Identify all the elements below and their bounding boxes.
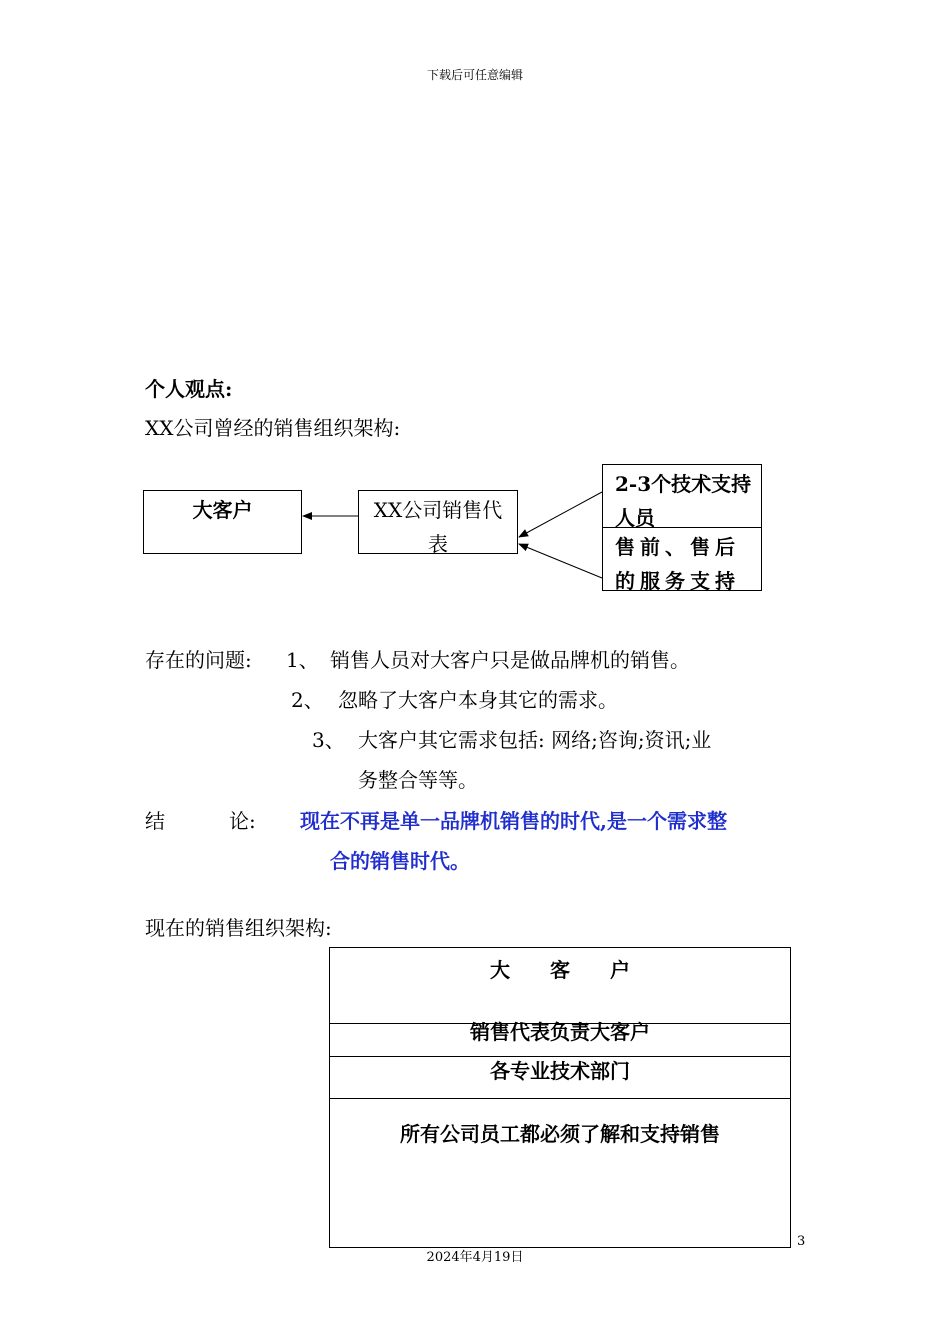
problem-3-number: 3、 bbox=[312, 728, 345, 752]
page-number: 3 bbox=[797, 1234, 806, 1249]
new-row-divider-3 bbox=[330, 1098, 790, 1099]
problem-3-text-line2: 务整合等等。 bbox=[358, 768, 478, 792]
old-client-box bbox=[143, 490, 302, 554]
new-row-sales-rep: 销售代表负责大客户 bbox=[470, 1020, 650, 1044]
new-structure-label: 现在的销售组织架构: bbox=[145, 916, 332, 940]
old-service-box bbox=[602, 527, 762, 591]
conclusion-label-b: 论: bbox=[229, 809, 256, 833]
new-row-all-staff: 所有公司员工都必须了解和支持销售 bbox=[400, 1122, 720, 1146]
old-client-label: 大客户 bbox=[192, 498, 253, 522]
new-row-tech-depts: 各专业技术部门 bbox=[490, 1059, 630, 1083]
old-rep-label: XX公司销售代表 bbox=[373, 498, 503, 554]
new-structure-table bbox=[329, 947, 791, 1248]
old-tech-box bbox=[602, 464, 762, 528]
problem-2-text: 忽略了大客户本身其它的需求。 bbox=[338, 688, 618, 712]
section-title: 个人观点: bbox=[145, 377, 233, 401]
problem-1-number: 1、 bbox=[286, 648, 319, 672]
problems-lead: 存在的问题: bbox=[145, 648, 252, 672]
arrow-service-to-rep bbox=[519, 544, 602, 578]
problem-1-text: 销售人员对大客户只是做品牌机的销售。 bbox=[330, 648, 690, 672]
conclusion-label-a: 结 bbox=[145, 809, 165, 833]
old-rep-box bbox=[358, 490, 518, 554]
old-tech-label: 2-3个技术支持人员 bbox=[615, 472, 752, 528]
problem-2-number: 2、 bbox=[291, 688, 324, 712]
footer-date: 2024年4月19日 bbox=[426, 1250, 524, 1265]
page-header: 下载后可任意编辑 bbox=[426, 68, 523, 82]
new-row-client: 大 客 户 bbox=[490, 958, 630, 982]
conclusion-line2: 合的销售时代。 bbox=[330, 849, 470, 873]
problem-3-text-line1: 大客户其它需求包括: 网络;咨询;资讯;业 bbox=[358, 728, 712, 752]
conclusion-line1: 现在不再是单一品牌机销售的时代,是一个需求整 bbox=[300, 809, 727, 833]
arrow-tech-to-rep bbox=[519, 492, 602, 537]
old-service-label: 售前、售后的服务支持 bbox=[615, 535, 740, 591]
old-structure-label: XX公司曾经的销售组织架构: bbox=[145, 416, 401, 440]
